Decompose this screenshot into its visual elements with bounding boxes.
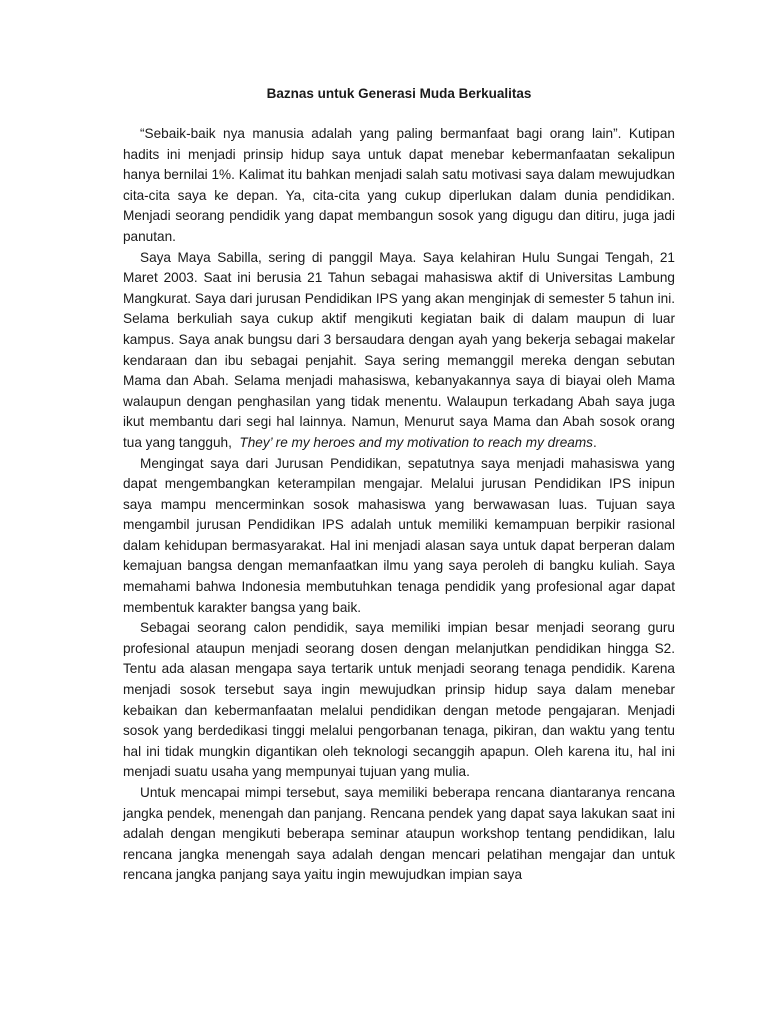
paragraph-5: Untuk mencapai mimpi tersebut, saya memiliki beberapa rencana diantaranya rencana jangka pendek, menengah dan panjang. Rencana pendek yang dapat saya lakukan saat ini adalah dengan mengikuti beberapa seminar ataupun workshop tentang pendidikan, lalu rencana jangka menengah saya adalah dengan mencari pelatihan mengajar dan untuk rencana jangka panjang saya yaitu ingin mewujudkan impian saya — [123, 785, 675, 883]
italic-quote: They’ re my heroes and my motivation to reach my dreams — [239, 434, 593, 450]
paragraph-4: Sebagai seorang calon pendidik, saya memiliki impian besar menjadi seorang guru profesional ataupun menjadi seorang dosen dengan melanjutkan pendidikan hingga S2. Tentu ada alasan mengapa saya tertarik untuk menjadi seorang tenaga pendidik. Karena menjadi sosok tersebut saya ingin mewujudkan prinsip hidup saya dalam menebar kebaikan dan kebermanfaatan melalui pendidikan dengan metode pengajaran. Menjadi sosok yang berdedikasi tinggi melalui pengorbanan tenaga, pikiran, dan waktu yang tentu hal ini tidak mungkin digantikan oleh teknologi secanggih apapun. Oleh karena itu, hal ini menjadi suatu usaha yang mempunyai tujuan yang mulia. — [123, 620, 675, 780]
paragraph-2 — [123, 248, 675, 454]
paragraph-1: “Sebaik-baik nya manusia adalah yang paling bermanfaat bagi orang lain”. Kutipan hadits ini menjadi prinsip hidup saya untuk dapat menebar kebermanfaatan sekalipun hanya bernilai 1%. Kalimat itu bahkan menjadi salah satu motivasi saya dalam mewujudkan cita-cita saya ke depan. Ya, cita-cita yang cukup diperlukan dalam dunia pendidikan. Menjadi seorang pendidik yang dapat membangun sosok yang digugu dan ditiru, juga jadi panutan. — [123, 126, 675, 244]
document-page — [123, 84, 675, 886]
paragraph-2-text: Saya Maya Sabilla, sering di panggil Maya. Saya kelahiran Hulu Sungai Tengah, 21 Maret 2003. Saat ini berusia 21 Tahun sebagai mahasiswa aktif di Universitas Lambung Mangkurat. Saya dari jurusan Pendidikan IPS yang akan menginjak di semester 5 tahun ini. Selama berkuliah saya cukup aktif mengikuti kegiatan baik di dalam maupun di luar kampus. Saya anak bungsu dari 3 bersaudara dengan ayah yang bekerja sebagai makelar kendaraan dan ibu sebagai penjahit. Saya sering memanggil mereka dengan sebutan Mama dan Abah. Selama menjadi mahasiswa, kebanyakannya saya di biayai oleh Mama walaupun dengan penghasilan yang tidak menentu. Walaupun terkadang Abah saya juga ikut membantu dari segi hal lainnya. Namun, Menurut saya Mama dan Abah sosok orang tua yang tangguh, — [123, 249, 675, 450]
document-title: Baznas untuk Generasi Muda Berkualitas — [266, 86, 532, 101]
italic-quote-end: . — [592, 434, 597, 450]
paragraph-3: Mengingat saya dari Jurusan Pendidikan, sepatutnya saya menjadi mahasiswa yang dapat mengembangkan keterampilan mengajar. Melalui jurusan Pendidikan IPS inipun saya mampu mencerminkan sosok mahasiswa yang berwawasan luas. Tujuan saya mengambil jurusan Pendidikan IPS adalah untuk memiliki kemampuan berpikir rasional dalam kehidupan bermasyarakat. Hal ini menjadi alasan saya untuk dapat berperan dalam kemajuan bangsa dengan memanfaatkan ilmu yang saya peroleh di bangku kuliah. Saya memahami bahwa Indonesia membutuhkan tenaga pendidik yang profesional agar dapat membentuk karakter bangsa yang baik. — [123, 455, 675, 615]
